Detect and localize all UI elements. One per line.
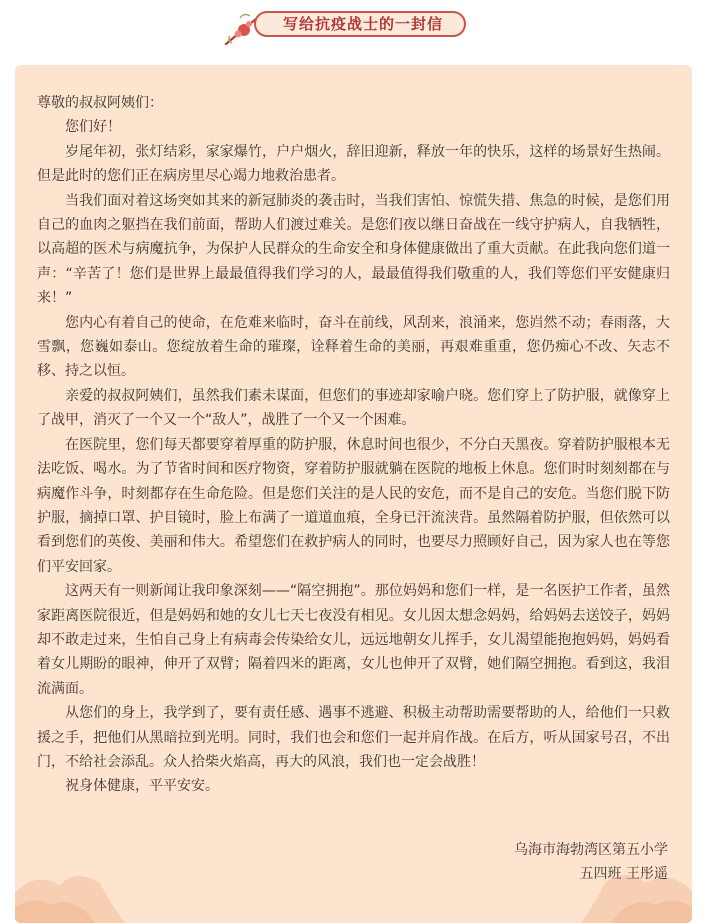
paragraph-greeting: 您们好！ — [65, 119, 121, 136]
signature-author: 五四班 王彤遥 — [579, 866, 668, 883]
paragraph-1: 岁尾年初，张灯结彩，家家爆竹，户户烟火，辞旧迎新，释放一年的快乐，这样的场景好生热闹。但是此时的您们正在病房里尽心竭力地救治患者。 — [37, 143, 670, 185]
paragraph-closing: 祝身体健康，平平安安。 — [65, 778, 219, 795]
paragraph-7: 从您们的身上，我学到了，要有责任感、遇事不逃避、积极主动帮助需要帮助的人，给他们一只救援之手，把他们从黑暗拉到光明。同时，我们也会和您们一起并肩作战。在后方，听从国家号召，不出门，不给社会添乱。众人拾柴火焰高，再大的风浪，我们也一定会战胜！ — [37, 705, 670, 770]
header-banner — [0, 0, 703, 52]
letter-body — [37, 91, 670, 799]
salutation: 尊敬的叔叔阿姨们： — [37, 95, 163, 111]
paragraph-4: 亲爱的叔叔阿姨们，虽然我们素未谋面，但您们的事迹却家喻户晓。您们穿上了防护服，就像穿上了战甲，消灭了一个又一个“敌人”，战胜了一个又一个困难。 — [37, 387, 670, 429]
signature-school: 乌海市海勃湾区第五小学 — [514, 842, 668, 858]
page-title: 写给抗疫战士的一封信 — [282, 15, 443, 33]
paragraph-6: 这两天有一则新闻让我印象深刻——“隔空拥抱”。那位妈妈和您们一样，是一名医护工作者，虽然家距离医院很近，但是妈妈和她的女儿七天七夜没有相见。女儿因太想念妈妈，给妈妈去送饺子，妈妈却不敢走过来，生怕自己身上有病毒会传染给女儿，远远地朝女儿挥手，女儿渴望能抱抱妈妈，妈妈看着女儿期盼的眼神，伸开了双臂；隔着四米的距离，女儿也伸开了双臂，她们隔空拥抱。看到这，我泪流满面。 — [37, 583, 670, 697]
paragraph-3: 您内心有着自己的使命，在危难来临时，奋斗在前线，风刮来，浪涌来，您岿然不动；春雨落，大雪飘，您巍如泰山。您绽放着生命的璀璨，诠释着生命的美丽，再艰难重重，您仍痴心不改、矢志不移、持之以恒。 — [37, 314, 670, 380]
signature — [428, 838, 668, 887]
paragraph-5: 在医院里，您们每天都要穿着厚重的防护服，休息时间也很少，不分白天黑夜。穿着防护服根本无法吃饭、喝水。为了节省时间和医疗物资，穿着防护服就躺在医院的地板上休息。您们时时刻刻都在与病魔作斗争，时刻都存在生命危险。但是您们关注的是人民的安危，而不是自己的安危。当您们脱下防护服，摘掉口罩、护目镜时，脸上布满了一道道血痕，全身已汗流浃背。虽然隔着防护服，但依然可以看到您们的英俊、美丽和伟大。希望您们在救护病人的同时，也要尽力照顾好自己，因为家人也在等您们平安回家。 — [37, 436, 670, 575]
paragraph-2: 当我们面对着这场突如其来的新冠肺炎的袭击时，当我们害怕、惊慌失措、焦急的时候，是您们用自己的血肉之躯挡在我们前面，帮助人们渡过难关。是您们夜以继日奋战在一线守护病人，自我牺牲，以高超的医术与病魔抗争，为保护人民群众的生命安全和身体健康做出了重大贡献。在此我向您们道一声：“辛苦了！您们是世界上最最值得我们学习的人，最最值得我们敬重的人，我们等您们平安健康归来！” — [37, 192, 670, 307]
